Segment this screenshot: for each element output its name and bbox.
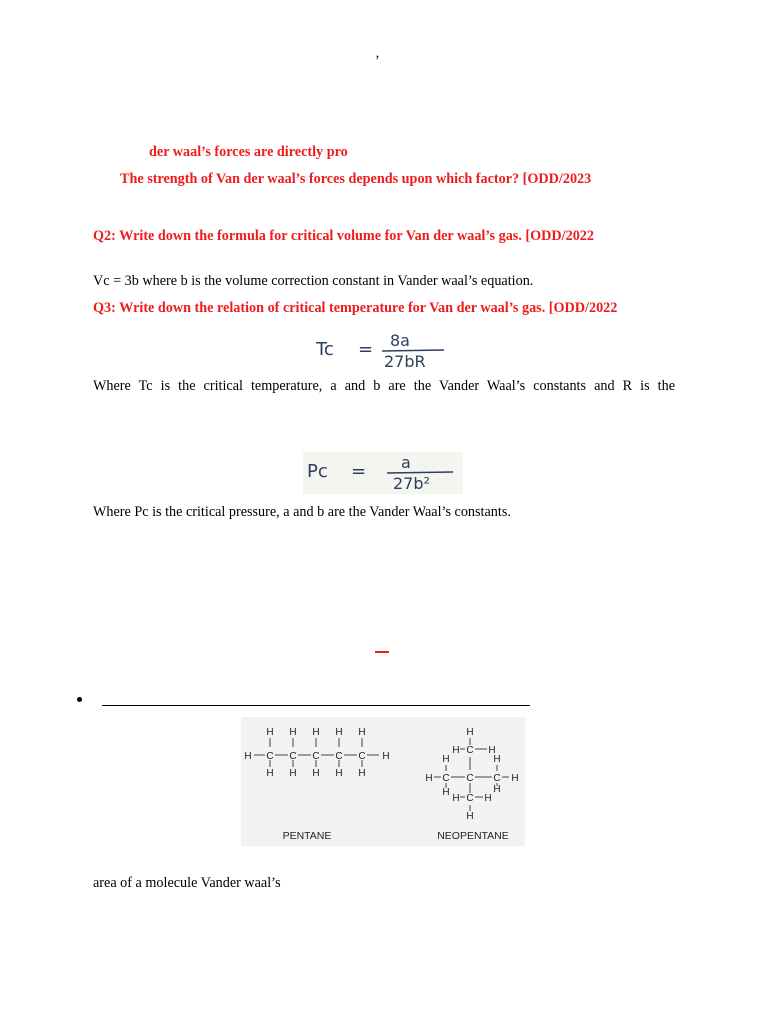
pc-eq: =: [351, 461, 367, 482]
answer-3: Where Tc is the critical temperature, a and b are the Vander Waal’s constants and R is the: [93, 378, 675, 394]
bullet-point: [77, 697, 82, 702]
tc-fraction-bar: [382, 350, 444, 351]
pc-lhs: Pc: [307, 461, 328, 482]
atom-h: H: [493, 754, 501, 765]
pc-fraction-bar: [387, 472, 453, 473]
atom-h: H: [335, 768, 343, 779]
atom-h: H: [442, 754, 450, 765]
tc-numerator: 8a: [390, 331, 410, 350]
pc-numerator: a: [401, 453, 411, 472]
pentane-structure: [244, 727, 389, 779]
line-fragment: der waal’s forces are directly pro: [149, 144, 348, 160]
atom-h: H: [493, 784, 501, 795]
critical-temperature-formula: [310, 330, 460, 370]
atom-c: C: [358, 751, 366, 762]
atom-c: C: [312, 751, 320, 762]
answer-4: Where Pc is the critical pressure, a and b are the Vander Waal’s constants.: [93, 504, 511, 520]
atom-h: H: [452, 793, 460, 804]
atom-h: H: [511, 773, 519, 784]
atom-h: H: [442, 787, 450, 798]
atom-h: H: [312, 768, 320, 779]
atom-c: C: [466, 745, 474, 756]
atom-h: H: [484, 793, 492, 804]
atom-h: H: [335, 727, 343, 738]
atom-c: C: [493, 773, 501, 784]
critical-pressure-formula: [303, 452, 463, 494]
atom-c: C: [289, 751, 297, 762]
neopentane-structure: [425, 727, 518, 822]
stray-mark: ’: [375, 53, 380, 69]
pentane-label: PENTANE: [282, 830, 332, 842]
atom-h: H: [266, 727, 274, 738]
atom-h: H: [289, 727, 297, 738]
question-2: Q2: Write down the formula for critical volume for Van der waal’s gas. [ODD/2022: [93, 228, 594, 244]
neopentane-label: NEOPENTANE: [437, 830, 509, 842]
answer-2: Vc = 3b where b is the volume correction constant in Vander waal’s equation.: [93, 273, 534, 289]
bottom-text: area of a molecule Vander waal’s: [93, 875, 281, 891]
atom-c: C: [442, 773, 450, 784]
structure-figure: [241, 717, 525, 846]
atom-h: H: [452, 745, 460, 756]
formula-ink: [303, 452, 463, 494]
pc-denominator: 27b²: [393, 474, 430, 493]
atom-h: H: [466, 727, 474, 738]
atom-c: C: [466, 773, 474, 784]
atom-h: H: [266, 768, 274, 779]
tc-denominator: 27bR: [384, 352, 426, 370]
formula-ink: [310, 330, 460, 370]
tc-eq: =: [358, 339, 374, 360]
underline-rule: [102, 705, 530, 706]
atom-h: H: [289, 768, 297, 779]
atom-h: H: [488, 745, 496, 756]
question-1: The strength of Van der waal’s forces depends upon which factor? [ODD/2023: [120, 171, 592, 187]
atom-h: H: [312, 727, 320, 738]
question-3: Q3: Write down the relation of critical temperature for Van der waal’s gas. [ODD/2022: [93, 300, 618, 316]
atom-c: C: [335, 751, 343, 762]
red-dash: [375, 651, 389, 653]
atom-h: H: [466, 811, 474, 822]
atom-c: C: [266, 751, 274, 762]
atom-h: H: [358, 768, 366, 779]
atom-c: C: [466, 793, 474, 804]
atom-h: H: [244, 751, 252, 762]
atom-h: H: [425, 773, 433, 784]
atom-h: H: [358, 727, 366, 738]
atom-h: H: [382, 751, 390, 762]
structure-diagram: [241, 717, 525, 846]
tc-lhs: Tc: [316, 339, 334, 360]
